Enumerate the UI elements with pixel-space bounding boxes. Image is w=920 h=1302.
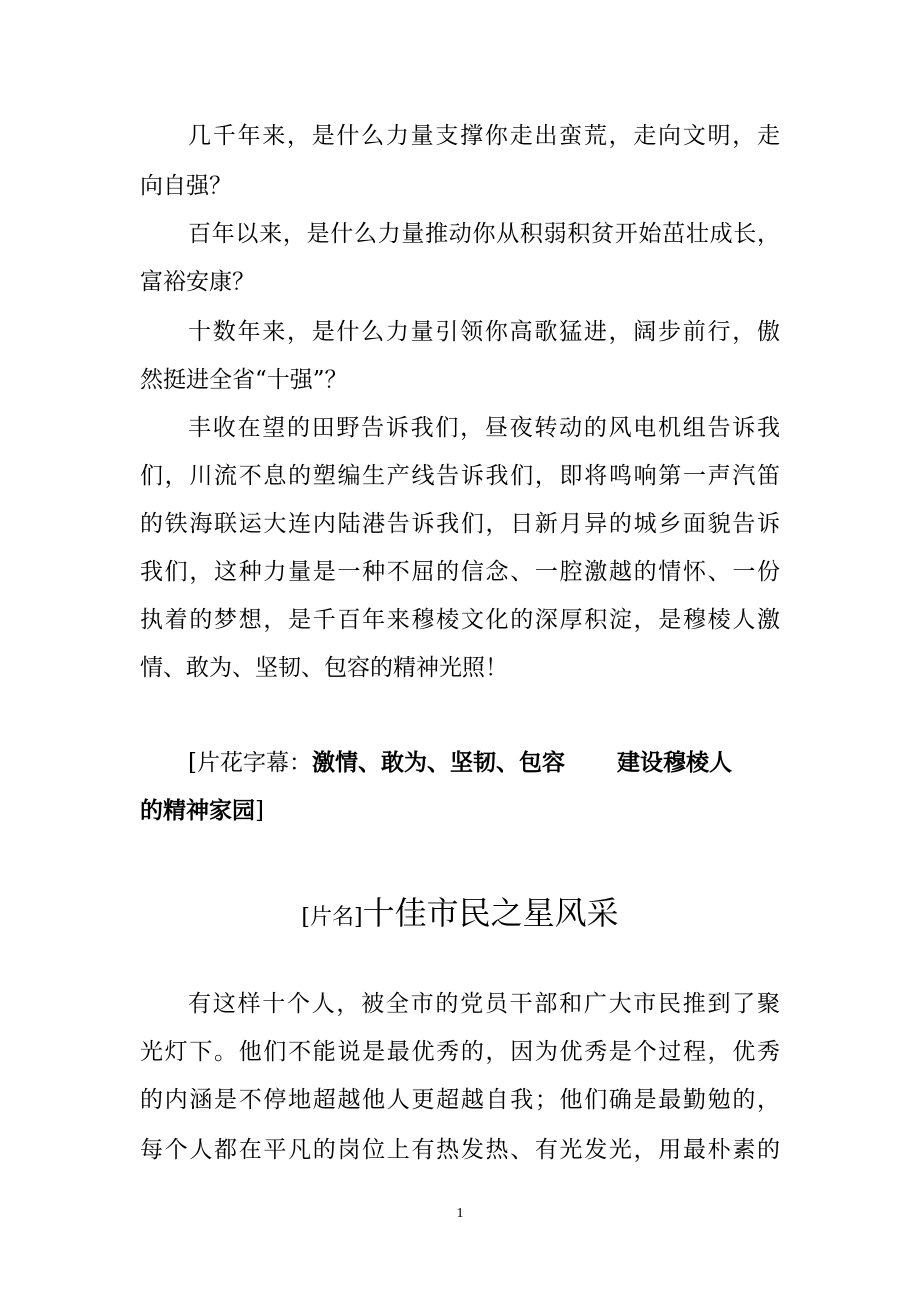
closing-paragraph-line-1: 有这样十个人，被全市的党员干部和广大市民推到了聚 (188, 991, 780, 1017)
paragraph-1-line-1: 几千年来，是什么力量支撑你走出蛮荒，走向文明，走 (188, 123, 780, 149)
paragraph-2-line-1: 百年以来，是什么力量推动你从积弱积贫开始茁壮成长， (188, 221, 780, 247)
closing-paragraph-line-2: 光灯下。他们不能说是最优秀的，因为优秀是个过程，优秀 (140, 1039, 780, 1065)
paragraph-2-line-2: 富裕安康？ (140, 269, 255, 295)
paragraph-4-line-3: 的铁海联运大连内陆港告诉我们，日新月异的城乡面貌告诉 (140, 511, 780, 537)
paragraph-3-line-1: 十数年来，是什么力量引领你高歌猛进，阔步前行，傲 (188, 319, 780, 345)
caption-line-1 (188, 746, 732, 779)
paragraph-4-line-6: 情、敢为、坚韧、包容的精神光照！ (140, 655, 508, 681)
paragraph-4-line-5: 执着的梦想，是千百年来穆棱文化的深厚积淀，是穆棱人激 (140, 607, 780, 633)
page-number: 1 (456, 1206, 464, 1221)
paragraph-4-line-4: 我们，这种力量是一种不屈的信念、一腔激越的情怀、一份 (140, 559, 780, 585)
film-title-prefix: [片名] (301, 905, 363, 930)
paragraph-4-line-2: 们，川流不息的塑编生产线告诉我们，即将鸣响第一声汽笛 (140, 463, 780, 489)
caption-close: ] (255, 798, 264, 824)
film-title-name: 十佳市民之星风采 (362, 894, 619, 932)
caption-line-2 (140, 794, 264, 827)
film-title (0, 888, 920, 934)
paragraph-4-line-1: 丰收在望的田野告诉我们，昼夜转动的风电机组告诉我 (188, 415, 780, 441)
closing-paragraph-line-3: 的内涵是不停地超越他人更超越自我；他们确是最勤勉的， (140, 1087, 780, 1113)
caption-bold-part-2: 建设穆棱人 (616, 749, 732, 775)
closing-paragraph-line-4: 每个人都在平凡的岗位上有热发热、有光发光，用最朴素的 (140, 1137, 780, 1163)
caption-open: [片花字幕： (188, 750, 312, 776)
caption-bold-part-3: 的精神家园 (140, 797, 255, 823)
caption-bold-part-1: 激情、敢为、坚韧、包容 (311, 749, 565, 775)
paragraph-1-line-2: 向自强？ (140, 173, 232, 199)
paragraph-3-line-2: 然挺进全省“十强”？ (140, 367, 348, 393)
